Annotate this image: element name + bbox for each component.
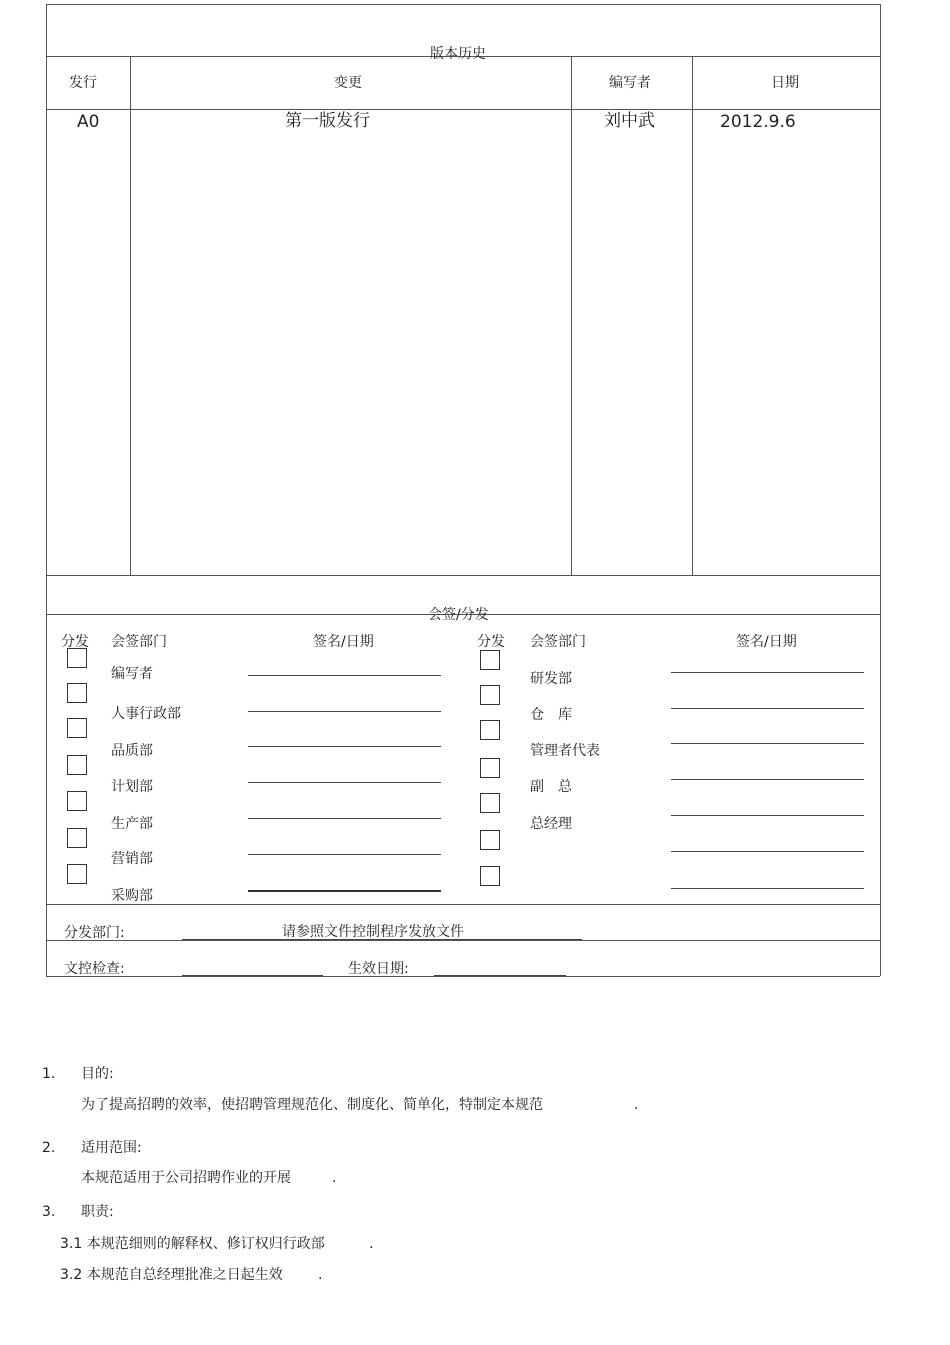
section-number: 1.	[42, 1066, 56, 1082]
right-dept-4: 总经理	[530, 816, 572, 832]
section-body: 为了提高招聘的效率，使招聘管理规范化、制度化、简单化，特制定本规范	[81, 1097, 543, 1113]
left-dept-6: 采购部	[111, 888, 153, 904]
distribute-checkbox[interactable]	[67, 864, 87, 884]
header-change: 变更	[334, 75, 362, 91]
right-sign-header: 签名/日期	[736, 634, 797, 650]
signature-line[interactable]	[671, 708, 864, 709]
responsibility-item: 3.1 本规范细则的解释权、修订权归行政部	[60, 1236, 325, 1252]
left-dept-4: 生产部	[111, 816, 153, 832]
table-border-bottom	[46, 976, 880, 977]
right-dept-2: 管理者代表	[530, 743, 600, 759]
distribute-checkbox[interactable]	[67, 755, 87, 775]
table-divider	[46, 904, 880, 905]
signature-line[interactable]	[248, 818, 441, 819]
signature-line[interactable]	[248, 746, 441, 747]
signature-line[interactable]	[671, 743, 864, 744]
table-divider	[46, 109, 880, 110]
left-dept-header: 会签部门	[111, 634, 167, 650]
distribute-checkbox[interactable]	[67, 828, 87, 848]
signature-line[interactable]	[671, 779, 864, 780]
distribution-value: 请参照文件控制程序发放文件	[282, 924, 464, 940]
right-distribute-header: 分发	[477, 634, 505, 650]
distribute-checkbox[interactable]	[480, 685, 500, 705]
left-dept-1: 人事行政部	[111, 706, 181, 722]
signature-line[interactable]	[248, 854, 441, 855]
table-divider	[46, 575, 880, 576]
section-number: 3.	[42, 1204, 56, 1220]
table-divider	[46, 940, 880, 941]
signature-line[interactable]	[671, 888, 864, 889]
header-date: 日期	[771, 75, 799, 91]
row-date: 2012.9.6	[720, 112, 796, 132]
distribute-checkbox[interactable]	[67, 718, 87, 738]
distribution-label: 分发部门:	[64, 925, 125, 941]
distribute-checkbox[interactable]	[67, 683, 87, 703]
signature-line[interactable]	[248, 711, 441, 712]
doc-check-label: 文控检查:	[64, 961, 125, 977]
section-title: 职责:	[81, 1204, 114, 1220]
responsibility-item: 3.2 本规范自总经理批准之日起生效	[60, 1267, 283, 1283]
header-author: 编写者	[609, 75, 651, 91]
right-dept-header: 会签部门	[530, 634, 586, 650]
distribute-checkbox[interactable]	[480, 650, 500, 670]
doc-check-line[interactable]	[182, 975, 323, 976]
distribute-checkbox[interactable]	[480, 866, 500, 886]
section-title: 适用范围:	[81, 1140, 142, 1156]
signature-line[interactable]	[671, 851, 864, 852]
row-author: 刘中武	[604, 111, 655, 131]
left-dept-0: 编写者	[111, 666, 153, 682]
section-title: 目的:	[81, 1066, 114, 1082]
responsibility-tail: .	[369, 1236, 374, 1252]
right-dept-1: 仓 库	[530, 707, 572, 723]
section-body-tail: .	[634, 1097, 639, 1113]
row-issue: A0	[77, 112, 100, 132]
section-body: 本规范适用于公司招聘作业的开展	[81, 1170, 291, 1186]
effective-date-label: 生效日期:	[348, 961, 409, 977]
signature-line[interactable]	[671, 672, 864, 673]
distribute-checkbox[interactable]	[480, 830, 500, 850]
left-sign-header: 签名/日期	[313, 634, 374, 650]
section-number: 2.	[42, 1140, 56, 1156]
effective-date-line[interactable]	[434, 975, 566, 976]
right-dept-3: 副 总	[530, 779, 572, 795]
table-border-top	[46, 4, 880, 5]
signature-line[interactable]	[248, 782, 441, 783]
column-divider	[571, 56, 572, 575]
distribute-checkbox[interactable]	[67, 791, 87, 811]
left-dept-2: 品质部	[111, 743, 153, 759]
responsibility-tail: .	[318, 1267, 323, 1283]
left-dept-5: 营销部	[111, 851, 153, 867]
countersign-title: 会签/分发	[428, 607, 489, 623]
distribute-checkbox[interactable]	[480, 720, 500, 740]
version-history-title: 版本历史	[430, 46, 486, 62]
left-distribute-header: 分发	[61, 634, 89, 650]
section-body-tail: .	[332, 1170, 337, 1186]
table-border-right	[880, 4, 881, 976]
distribute-checkbox[interactable]	[480, 793, 500, 813]
row-change: 第一版发行	[285, 111, 370, 131]
left-dept-3: 计划部	[111, 779, 153, 795]
signature-line[interactable]	[248, 675, 441, 676]
table-border-left	[46, 4, 47, 976]
distribute-checkbox[interactable]	[480, 758, 500, 778]
column-divider	[692, 56, 693, 575]
right-dept-0: 研发部	[530, 671, 572, 687]
header-issue: 发行	[69, 75, 97, 91]
column-divider	[130, 56, 131, 575]
distribute-checkbox[interactable]	[67, 648, 87, 668]
signature-line[interactable]	[248, 890, 441, 892]
signature-line[interactable]	[671, 815, 864, 816]
